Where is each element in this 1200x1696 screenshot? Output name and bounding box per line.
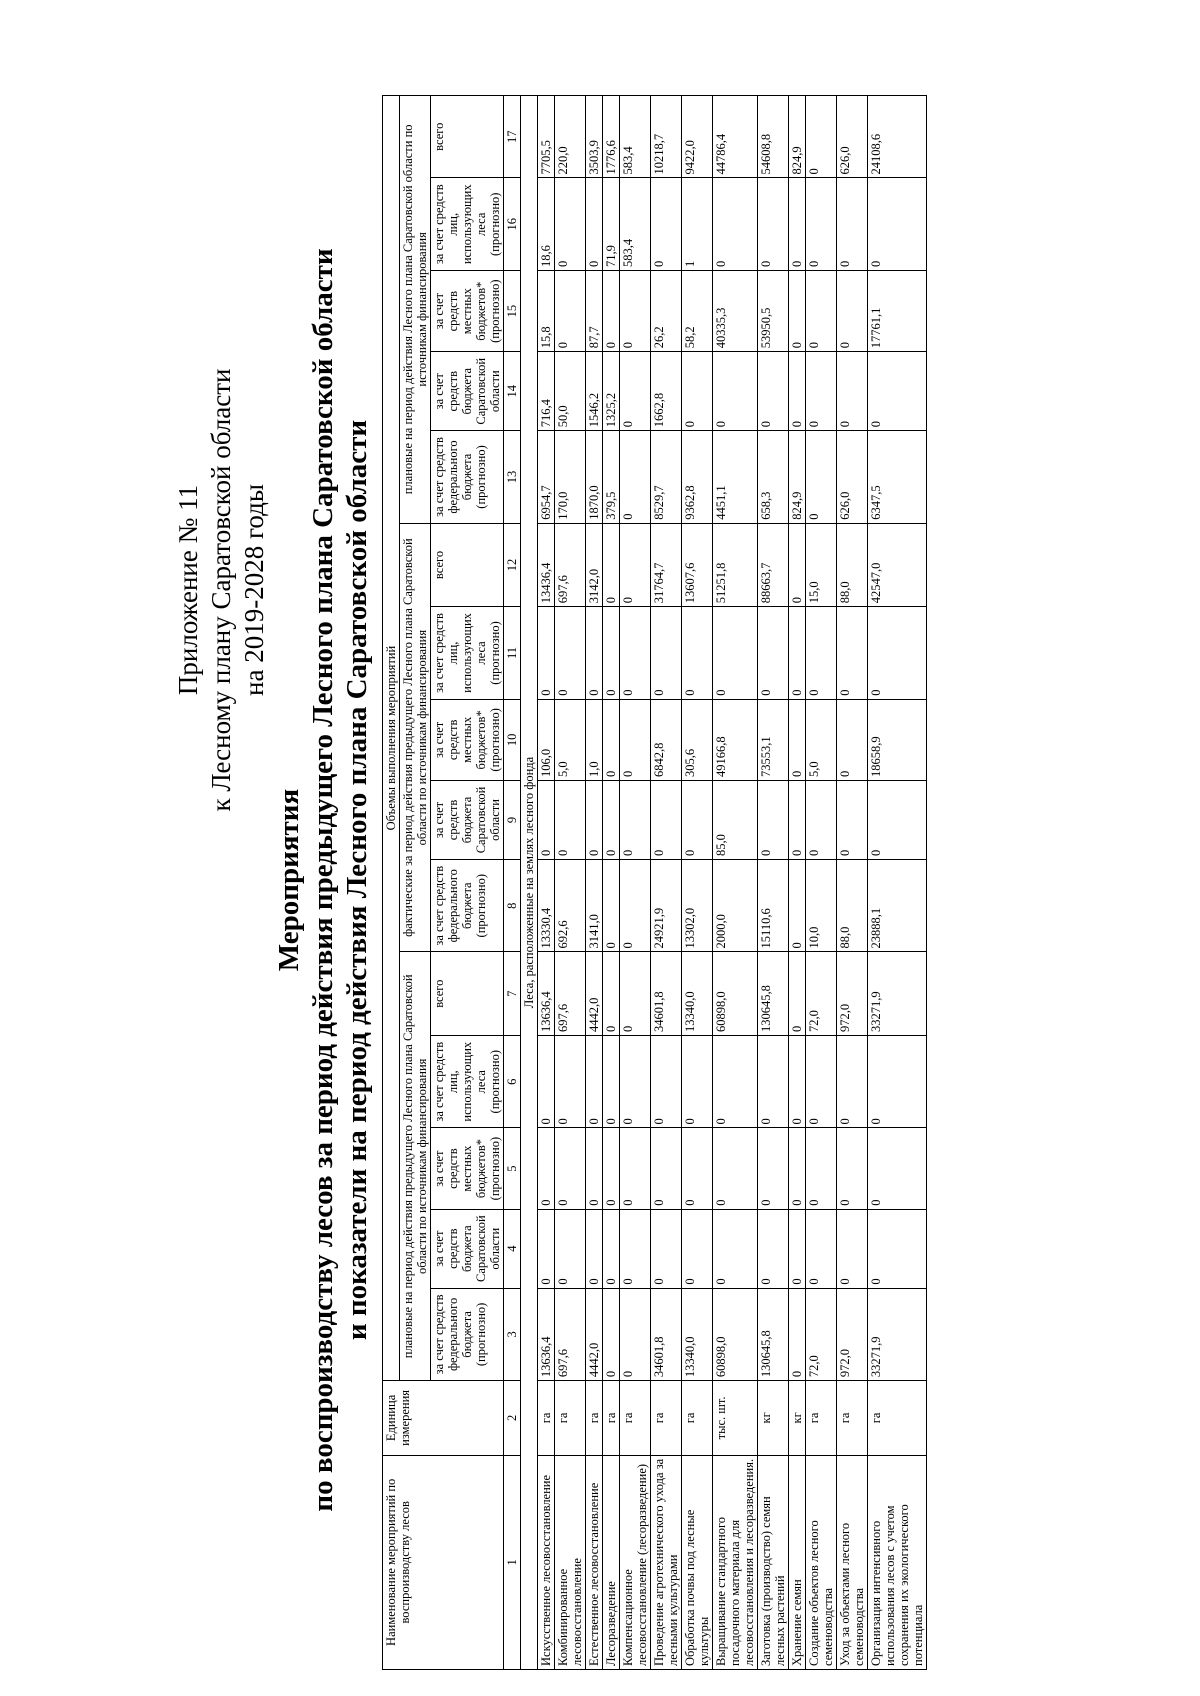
section-row [521, 96, 538, 1670]
value-cell: 0 [868, 178, 927, 271]
column-number-cell: 9 [504, 780, 521, 859]
header-unit: Единица измерения [383, 1381, 504, 1455]
value-cell: 0 [758, 607, 789, 700]
activity-name: Проведение агротехнического ухода за лесными культурами [651, 1455, 682, 1669]
section-label: Леса, расположенные на землях лесного фонда [521, 96, 538, 1670]
value-cell: 697,6 [555, 952, 586, 1035]
header-src-total: всего [431, 96, 504, 179]
value-cell: 379,5 [603, 431, 620, 524]
activity-name: Компенсационное лесовосстановление (лесоразведение) [620, 1455, 651, 1669]
value-cell: 18658,9 [868, 699, 927, 780]
column-number-cell: 16 [504, 178, 521, 271]
value-cell: 1662,8 [651, 352, 682, 431]
value-cell: 24921,9 [651, 859, 682, 952]
value-cell: 0 [789, 1209, 806, 1288]
activity-name: Хранение семян [789, 1455, 806, 1669]
value-cell: 0 [868, 1035, 927, 1128]
value-cell: 60898,0 [713, 952, 758, 1035]
value-cell: 0 [651, 607, 682, 700]
value-cell: 972,0 [837, 952, 868, 1035]
value-cell: 0 [620, 859, 651, 952]
reforestation-table [382, 95, 927, 1670]
header-src-fed: за счет средств федерального бюджета (прогнозно) [431, 859, 504, 952]
value-cell: 1,0 [586, 699, 603, 780]
header-src-fed: за счет средств федерального бюджета (прогнозно) [431, 431, 504, 524]
value-cell: 10218,7 [651, 96, 682, 179]
value-cell: 0 [620, 952, 651, 1035]
value-cell: 0 [651, 1035, 682, 1128]
header-src-loc: за счет средств местных бюджетов* (прогнозно) [431, 1128, 504, 1209]
value-cell: 1 [682, 178, 713, 271]
value-cell: 220,0 [555, 96, 586, 179]
value-cell: 9422,0 [682, 96, 713, 179]
value-cell: 658,3 [758, 431, 789, 524]
value-cell: 0 [713, 1209, 758, 1288]
value-cell: 0 [868, 352, 927, 431]
value-cell: 13636,4 [538, 952, 555, 1035]
value-cell: 40335,3 [713, 271, 758, 352]
value-cell: 824,9 [789, 96, 806, 179]
value-cell: 626,0 [837, 96, 868, 179]
value-cell: 49166,8 [713, 699, 758, 780]
table-row [789, 96, 806, 1670]
value-cell: 0 [806, 352, 837, 431]
value-cell: 4442,0 [586, 1288, 603, 1381]
unit-cell: га [620, 1381, 651, 1455]
value-cell: 88,0 [837, 859, 868, 952]
table-row [555, 96, 586, 1670]
value-cell: 972,0 [837, 1288, 868, 1381]
value-cell: 0 [758, 1035, 789, 1128]
table-row [806, 96, 837, 1670]
appendix-line-3: на 2019-2028 годы [239, 484, 269, 696]
value-cell: 0 [555, 780, 586, 859]
header-new-plan: плановые на период действия Лесного плана Саратовской области по источникам финансирования [400, 96, 431, 524]
value-cell: 6842,8 [651, 699, 682, 780]
value-cell: 1776,6 [603, 96, 620, 179]
table-row [586, 96, 603, 1670]
unit-cell: га [603, 1381, 620, 1455]
value-cell: 0 [868, 1128, 927, 1209]
header-src-total: всего [431, 523, 504, 606]
value-cell: 6347,5 [868, 431, 927, 524]
value-cell: 824,9 [789, 431, 806, 524]
value-cell: 0 [603, 523, 620, 606]
value-cell: 0 [538, 1128, 555, 1209]
appendix-line-1: Приложение № 11 [173, 484, 203, 696]
value-cell: 626,0 [837, 431, 868, 524]
value-cell: 0 [555, 1209, 586, 1288]
column-number-cell: 14 [504, 352, 521, 431]
unit-cell: га [837, 1381, 868, 1455]
unit-cell: га [682, 1381, 713, 1455]
value-cell: 0 [758, 352, 789, 431]
activity-name: Уход за объектами лесного семеноводства [837, 1455, 868, 1669]
unit-cell: тыс. шт. [713, 1381, 758, 1455]
value-cell: 0 [651, 1209, 682, 1288]
value-cell: 50,0 [555, 352, 586, 431]
value-cell: 0 [620, 1128, 651, 1209]
value-cell: 0 [806, 96, 837, 179]
header-name: Наименование мероприятий по воспроизводству лесов [383, 1455, 504, 1669]
value-cell: 0 [586, 178, 603, 271]
value-cell: 0 [620, 271, 651, 352]
header-src-fed: за счет средств федерального бюджета (прогнозно) [431, 1288, 504, 1381]
value-cell: 0 [789, 352, 806, 431]
value-cell: 0 [837, 780, 868, 859]
value-cell: 583,4 [620, 96, 651, 179]
value-cell: 0 [603, 1035, 620, 1128]
value-cell: 60898,0 [713, 1288, 758, 1381]
value-cell: 0 [538, 1035, 555, 1128]
value-cell: 0 [837, 607, 868, 700]
value-cell: 0 [789, 780, 806, 859]
value-cell: 0 [868, 780, 927, 859]
value-cell: 0 [713, 178, 758, 271]
value-cell: 72,0 [806, 952, 837, 1035]
unit-cell: га [651, 1381, 682, 1455]
column-number-cell: 11 [504, 607, 521, 700]
value-cell: 0 [758, 178, 789, 271]
value-cell: 0 [586, 1209, 603, 1288]
value-cell: 0 [586, 780, 603, 859]
appendix-note [172, 290, 271, 890]
value-cell: 0 [789, 607, 806, 700]
header-prev-plan: плановые на период действия предыдущего Лесного плана Саратовской области по источникам финансирования [400, 952, 431, 1381]
value-cell: 0 [713, 352, 758, 431]
value-cell: 24108,6 [868, 96, 927, 179]
value-cell: 0 [806, 271, 837, 352]
value-cell: 0 [789, 178, 806, 271]
value-cell: 0 [620, 607, 651, 700]
column-number-cell: 2 [504, 1381, 521, 1455]
unit-cell: га [538, 1381, 555, 1455]
value-cell: 0 [682, 607, 713, 700]
value-cell: 0 [555, 271, 586, 352]
value-cell: 0 [555, 178, 586, 271]
value-cell: 0 [620, 1035, 651, 1128]
value-cell: 87,7 [586, 271, 603, 352]
value-cell: 0 [555, 1035, 586, 1128]
value-cell: 130645,8 [758, 952, 789, 1035]
header-src-reg: за счет средств бюджета Саратовской области [431, 780, 504, 859]
value-cell: 1870,0 [586, 431, 603, 524]
value-cell: 2000,0 [713, 859, 758, 952]
value-cell: 0 [789, 1128, 806, 1209]
activity-name: Создание объектов лесного семеноводства [806, 1455, 837, 1669]
value-cell: 0 [651, 1128, 682, 1209]
value-cell: 106,0 [538, 699, 555, 780]
value-cell: 0 [837, 1035, 868, 1128]
value-cell: 53950,5 [758, 271, 789, 352]
column-number-cell: 1 [504, 1455, 521, 1669]
value-cell: 0 [651, 780, 682, 859]
value-cell: 0 [806, 1128, 837, 1209]
column-number-row [504, 96, 521, 1670]
header-src-users: за счет средств лиц, использующих леса (прогнозно) [431, 178, 504, 271]
value-cell: 0 [620, 352, 651, 431]
value-cell: 0 [758, 1128, 789, 1209]
value-cell: 0 [603, 1128, 620, 1209]
value-cell: 3142,0 [586, 523, 603, 606]
value-cell: 0 [789, 699, 806, 780]
value-cell: 6954,7 [538, 431, 555, 524]
value-cell: 0 [586, 607, 603, 700]
table-row [651, 96, 682, 1670]
value-cell: 0 [682, 1035, 713, 1128]
activity-name: Выращивание стандартного посадочного материала для лесовосстановления и лесоразведения. [713, 1455, 758, 1669]
unit-cell: кг [758, 1381, 789, 1455]
value-cell: 305,6 [682, 699, 713, 780]
value-cell: 34601,8 [651, 952, 682, 1035]
value-cell: 0 [586, 1128, 603, 1209]
column-number-cell: 5 [504, 1128, 521, 1209]
value-cell: 33271,9 [868, 1288, 927, 1381]
value-cell: 0 [713, 1035, 758, 1128]
value-cell: 0 [620, 1209, 651, 1288]
value-cell: 0 [868, 607, 927, 700]
value-cell: 3503,9 [586, 96, 603, 179]
value-cell: 0 [620, 1288, 651, 1381]
value-cell: 13436,4 [538, 523, 555, 606]
value-cell: 0 [620, 699, 651, 780]
unit-cell: га [555, 1381, 586, 1455]
header-src-reg: за счет средств бюджета Саратовской области [431, 352, 504, 431]
value-cell: 13302,0 [682, 859, 713, 952]
value-cell: 58,2 [682, 271, 713, 352]
activity-name: Заготовка (производство) семян лесных растений [758, 1455, 789, 1669]
value-cell: 88663,7 [758, 523, 789, 606]
value-cell: 0 [806, 178, 837, 271]
unit-cell: га [586, 1381, 603, 1455]
value-cell: 0 [806, 607, 837, 700]
column-number-cell: 8 [504, 859, 521, 952]
value-cell: 13636,4 [538, 1288, 555, 1381]
table-row [620, 96, 651, 1670]
value-cell: 1546,2 [586, 352, 603, 431]
value-cell: 170,0 [555, 431, 586, 524]
value-cell: 0 [789, 523, 806, 606]
value-cell: 15110,6 [758, 859, 789, 952]
unit-cell: га [868, 1381, 927, 1455]
title-line-3: и показатели на период действия Лесного плана Саратовской области [341, 419, 373, 1341]
value-cell: 10,0 [806, 859, 837, 952]
value-cell: 0 [682, 1128, 713, 1209]
value-cell: 0 [789, 1288, 806, 1381]
value-cell: 88,0 [837, 523, 868, 606]
value-cell: 130645,8 [758, 1288, 789, 1381]
column-number-cell: 7 [504, 952, 521, 1035]
value-cell: 3141,0 [586, 859, 603, 952]
table-row [837, 96, 868, 1670]
value-cell: 0 [620, 780, 651, 859]
header-src-loc: за счет средств местных бюджетов* (прогнозно) [431, 699, 504, 780]
value-cell: 0 [806, 1035, 837, 1128]
title-line-2: по воспроизводству лесов за период действия предыдущего Лесного плана Саратовской области [307, 248, 339, 1512]
value-cell: 13340,0 [682, 952, 713, 1035]
header-src-reg: за счет средств бюджета Саратовской области [431, 1209, 504, 1288]
value-cell: 72,0 [806, 1288, 837, 1381]
value-cell: 0 [713, 607, 758, 700]
value-cell: 0 [837, 178, 868, 271]
activity-name: Организация интенсивного использования лесов с учетом сохранения их экологического потенциала [868, 1455, 927, 1669]
column-number-cell: 6 [504, 1035, 521, 1128]
value-cell: 0 [789, 1035, 806, 1128]
value-cell: 0 [789, 952, 806, 1035]
value-cell: 692,6 [555, 859, 586, 952]
value-cell: 44786,4 [713, 96, 758, 179]
header-src-loc: за счет средств местных бюджетов* (прогнозно) [431, 271, 504, 352]
table-row [713, 96, 758, 1670]
value-cell: 0 [682, 1209, 713, 1288]
header-src-users: за счет средств лиц, использующих леса (прогнозно) [431, 607, 504, 700]
value-cell: 0 [603, 699, 620, 780]
value-cell: 0 [868, 1209, 927, 1288]
unit-cell: га [806, 1381, 837, 1455]
value-cell: 5,0 [555, 699, 586, 780]
value-cell: 31764,7 [651, 523, 682, 606]
value-cell: 0 [538, 780, 555, 859]
value-cell: 0 [758, 1209, 789, 1288]
activity-name: Естественное лесовосстановление [586, 1455, 603, 1669]
value-cell: 13607,6 [682, 523, 713, 606]
header-prev-fact: фактические за период действия предыдущего Лесного плана Саратовской области по источникам финансирования [400, 523, 431, 952]
activity-name: Лесоразведение [603, 1455, 620, 1669]
column-number-cell: 17 [504, 96, 521, 179]
column-number-cell: 4 [504, 1209, 521, 1288]
column-number-cell: 12 [504, 523, 521, 606]
value-cell: 0 [651, 178, 682, 271]
value-cell: 0 [713, 1128, 758, 1209]
value-cell: 13330,4 [538, 859, 555, 952]
value-cell: 85,0 [713, 780, 758, 859]
activity-name: Комбинированное лесовосстановление [555, 1455, 586, 1669]
value-cell: 13340,0 [682, 1288, 713, 1381]
value-cell: 42547,0 [868, 523, 927, 606]
value-cell: 0 [837, 1128, 868, 1209]
value-cell: 15,8 [538, 271, 555, 352]
value-cell: 17761,1 [868, 271, 927, 352]
value-cell: 0 [603, 952, 620, 1035]
value-cell: 9362,8 [682, 431, 713, 524]
value-cell: 0 [586, 1035, 603, 1128]
value-cell: 583,4 [620, 178, 651, 271]
value-cell: 0 [620, 431, 651, 524]
value-cell: 0 [789, 271, 806, 352]
value-cell: 18,6 [538, 178, 555, 271]
value-cell: 0 [806, 780, 837, 859]
value-cell: 51251,8 [713, 523, 758, 606]
table-container [382, 95, 927, 1670]
value-cell: 0 [837, 352, 868, 431]
value-cell: 0 [806, 431, 837, 524]
table-row [868, 96, 927, 1670]
value-cell: 1325,2 [603, 352, 620, 431]
value-cell: 26,2 [651, 271, 682, 352]
document-title [272, 230, 374, 1530]
value-cell: 0 [538, 1209, 555, 1288]
value-cell: 0 [682, 352, 713, 431]
column-number-cell: 3 [504, 1288, 521, 1381]
table-row [758, 96, 789, 1670]
value-cell: 0 [789, 859, 806, 952]
value-cell: 71,9 [603, 178, 620, 271]
value-cell: 8529,7 [651, 431, 682, 524]
value-cell: 23888,1 [868, 859, 927, 952]
value-cell: 4442,0 [586, 952, 603, 1035]
appendix-line-2: к Лесному плану Саратовской области [206, 368, 236, 812]
value-cell: 33271,9 [868, 952, 927, 1035]
value-cell: 4451,1 [713, 431, 758, 524]
value-cell: 697,6 [555, 1288, 586, 1381]
activity-name: Обработка почвы под лесные культуры [682, 1455, 713, 1669]
value-cell: 7705,5 [538, 96, 555, 179]
value-cell: 15,0 [806, 523, 837, 606]
value-cell: 0 [603, 1288, 620, 1381]
table-row [682, 96, 713, 1670]
value-cell: 0 [538, 607, 555, 700]
value-cell: 0 [682, 780, 713, 859]
value-cell: 0 [603, 607, 620, 700]
column-number-cell: 15 [504, 271, 521, 352]
value-cell: 0 [837, 271, 868, 352]
value-cell: 0 [555, 607, 586, 700]
value-cell: 716,4 [538, 352, 555, 431]
header-volumes: Объемы выполнения мероприятий [383, 96, 400, 1381]
header-src-users: за счет средств лиц, использующих леса (прогнозно) [431, 1035, 504, 1128]
value-cell: 0 [620, 523, 651, 606]
value-cell: 0 [603, 1209, 620, 1288]
value-cell: 0 [837, 699, 868, 780]
title-line-1: Мероприятия [273, 788, 305, 972]
table-row [538, 96, 555, 1670]
column-number-cell: 13 [504, 431, 521, 524]
value-cell: 54608,8 [758, 96, 789, 179]
value-cell: 0 [603, 271, 620, 352]
value-cell: 0 [603, 859, 620, 952]
value-cell: 5,0 [806, 699, 837, 780]
unit-cell: кг [789, 1381, 806, 1455]
value-cell: 0 [806, 1209, 837, 1288]
value-cell: 0 [837, 1209, 868, 1288]
header-src-total: всего [431, 952, 504, 1035]
value-cell: 697,6 [555, 523, 586, 606]
value-cell: 73553,1 [758, 699, 789, 780]
value-cell: 0 [758, 780, 789, 859]
value-cell: 0 [603, 780, 620, 859]
column-number-cell: 10 [504, 699, 521, 780]
value-cell: 34601,8 [651, 1288, 682, 1381]
table-row [603, 96, 620, 1670]
activity-name: Искусственное лесовосстановление [538, 1455, 555, 1669]
landscape-sheet [22, 20, 1182, 1680]
value-cell: 0 [555, 1128, 586, 1209]
